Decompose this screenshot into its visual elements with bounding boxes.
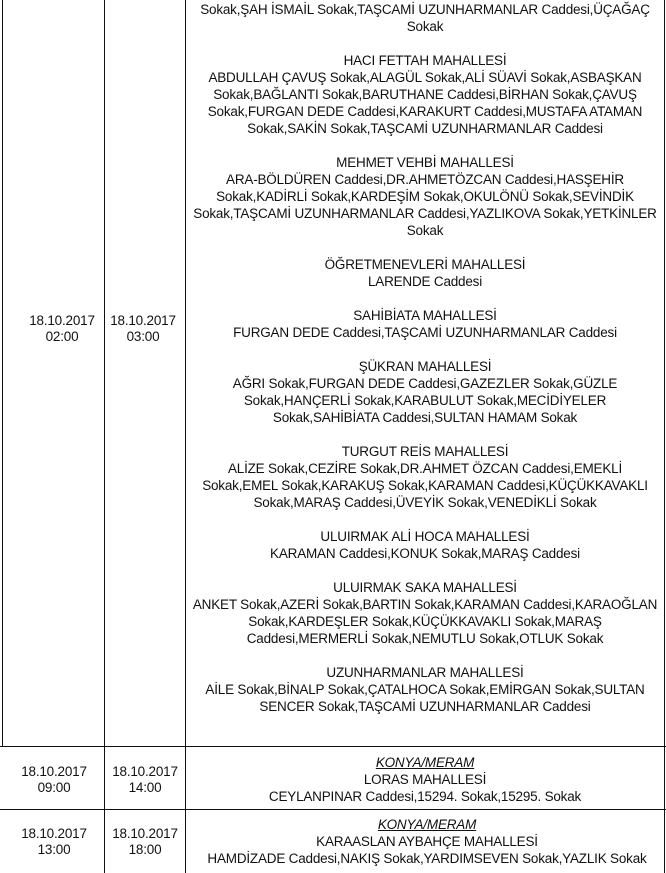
neighborhood-name: HACI FETTAH MAHALLESİ [343, 53, 507, 68]
neighborhood-name: UZUNHARMANLAR MAHALLESİ [326, 665, 524, 680]
neighborhood-name: TURGUT REİS MAHALLESİ [341, 444, 509, 459]
neighborhood-name: ÖĞRETMENEVLERİ MAHALLESİ [324, 257, 526, 272]
neighborhood-block [190, 52, 660, 137]
neighborhood-block [190, 443, 660, 511]
continued-street-list: Sokak,ŞAH İSMAİL Sokak,TAŞCAMİ UZUNHARMANLAR Caddesi,ÜÇAĞAÇ Sokak [200, 2, 650, 34]
neighborhood-name: ULUIRMAK SAKA MAHALLESİ [333, 580, 517, 595]
row-divider-2 [0, 809, 666, 810]
end-date: 18.10.2017 [112, 764, 178, 779]
street-list: HAMDİZADE Caddesi,NAKIŞ Sokak,YARDIMSEVEN Sokak,YAZLIK Sokak [207, 851, 647, 866]
end-date: 18.10.2017 [112, 826, 178, 841]
row-1-locations-cell [190, 0, 660, 715]
row-3-locations-cell [190, 816, 664, 867]
table-border-right [664, 0, 665, 873]
street-list: ANKET Sokak,AZERİ Sokak,BARTIN Sokak,KARAMAN Caddesi,KARAOĞLAN Sokak,KARDEŞLER Sokak,KÜÇÜKKAVAKLI Sokak,MARAŞ Caddesi,MERMERLİ Sokak,NEMUTLU Sokak,OTLUK Sokak [192, 597, 658, 646]
row-divider-1 [0, 746, 666, 747]
street-list: ARA-BÖLDÜREN Caddesi,DR.AHMETÖZCAN Caddesi,HASŞEHİR Sokak,KADİRLİ Sokak,KARDEŞİM Sokak,OKULÖNÜ Sokak,SEVİNDİK Sokak,TAŞCAMİ UZUNHARMANLAR Caddesi,YAZLIKOVA Sokak,YETKİNLER Sokak [193, 172, 657, 238]
start-time: 13:00 [37, 842, 71, 857]
end-time: 03:00 [126, 329, 160, 344]
district-name: KONYA/MERAM [377, 817, 477, 832]
neighborhood-name: ŞÜKRAN MAHALLESİ [358, 359, 492, 374]
neighborhood-block [190, 358, 660, 426]
neighborhood-name: SAHİBİATA MAHALLESİ [353, 308, 497, 323]
street-list: AĞRI Sokak,FURGAN DEDE Caddesi,GAZEZLER Sokak,GÜZLE Sokak,HANÇERLİ Sokak,KARABULUT Sokak,MECİDİYELER Sokak,SAHİBİATA Caddesi,SULTAN HAMAM Sokak [232, 376, 618, 425]
table-border-left [2, 0, 3, 746]
row-2-start-cell [4, 764, 104, 796]
row-3-start-cell [4, 826, 104, 858]
street-list: ALİZE Sokak,CEZİRE Sokak,DR.AHMET ÖZCAN Caddesi,EMEKLİ Sokak,EMEL Sokak,KARAKUŞ Sokak,KARAMAN Caddesi,KÜÇÜKKAVAKLI Sokak,MARAŞ Caddesi,ÜVEYİK Sokak,VENEDİKLİ Sokak [202, 461, 648, 510]
street-list: KARAMAN Caddesi,KONUK Sokak,MARAŞ Caddesi [270, 546, 580, 561]
street-list: AİLE Sokak,BİNALP Sokak,ÇATALHOCA Sokak,EMİRGAN Sokak,SULTAN SENCER Sokak,TAŞCAMİ UZUNHARMANLAR Caddesi [205, 682, 645, 714]
start-time: 02:00 [45, 329, 79, 344]
row-2-locations-cell [190, 754, 660, 805]
neighborhood-name: MEHMET VEHBİ MAHALLESİ [336, 155, 514, 170]
start-time: 09:00 [37, 780, 71, 795]
column-divider-end [185, 0, 186, 873]
neighborhood-block [190, 154, 660, 239]
row-2-end-cell [95, 764, 195, 796]
district-name: KONYA/MERAM [375, 755, 475, 770]
neighborhood-name: LORAS MAHALLESİ [363, 772, 487, 787]
street-list: FURGAN DEDE Caddesi,TAŞCAMİ UZUNHARMANLAR Caddesi [233, 325, 617, 340]
street-list: ABDULLAH ÇAVUŞ Sokak,ALAGÜL Sokak,ALİ SÜAVİ Sokak,ASBAŞKAN Sokak,BAĞLANTI Sokak,BARUTHANE Caddesi,BİRHAN Sokak,ÇAVUŞ Sokak,FURGAN DEDE Caddesi,KARAKURT Caddesi,MUSTAFA ATAMAN Sokak,SAKİN Sokak,TAŞCAMİ UZUNHARMANLAR Caddesi [207, 70, 643, 136]
end-time: 14:00 [128, 780, 162, 795]
start-date: 18.10.2017 [29, 313, 95, 328]
row-1-end-cell [93, 313, 193, 345]
start-date: 18.10.2017 [21, 764, 87, 779]
street-list: CEYLANPINAR Caddesi,15294. Sokak,15295. Sokak [268, 789, 582, 804]
start-date: 18.10.2017 [21, 826, 87, 841]
row-3-end-cell [95, 826, 195, 858]
column-divider-start [104, 0, 105, 873]
neighborhood-block [190, 528, 660, 562]
neighborhood-block [190, 256, 660, 290]
end-time: 18:00 [128, 842, 162, 857]
neighborhood-block [190, 664, 660, 715]
street-list: LARENDE Caddesi [367, 274, 483, 289]
neighborhood-name: ULUIRMAK ALİ HOCA MAHALLESİ [320, 529, 530, 544]
neighborhood-block [190, 307, 660, 341]
end-date: 18.10.2017 [110, 313, 176, 328]
neighborhood-name: KARAASLAN AYBAHÇE MAHALLESİ [316, 834, 538, 849]
neighborhood-block [190, 579, 660, 647]
